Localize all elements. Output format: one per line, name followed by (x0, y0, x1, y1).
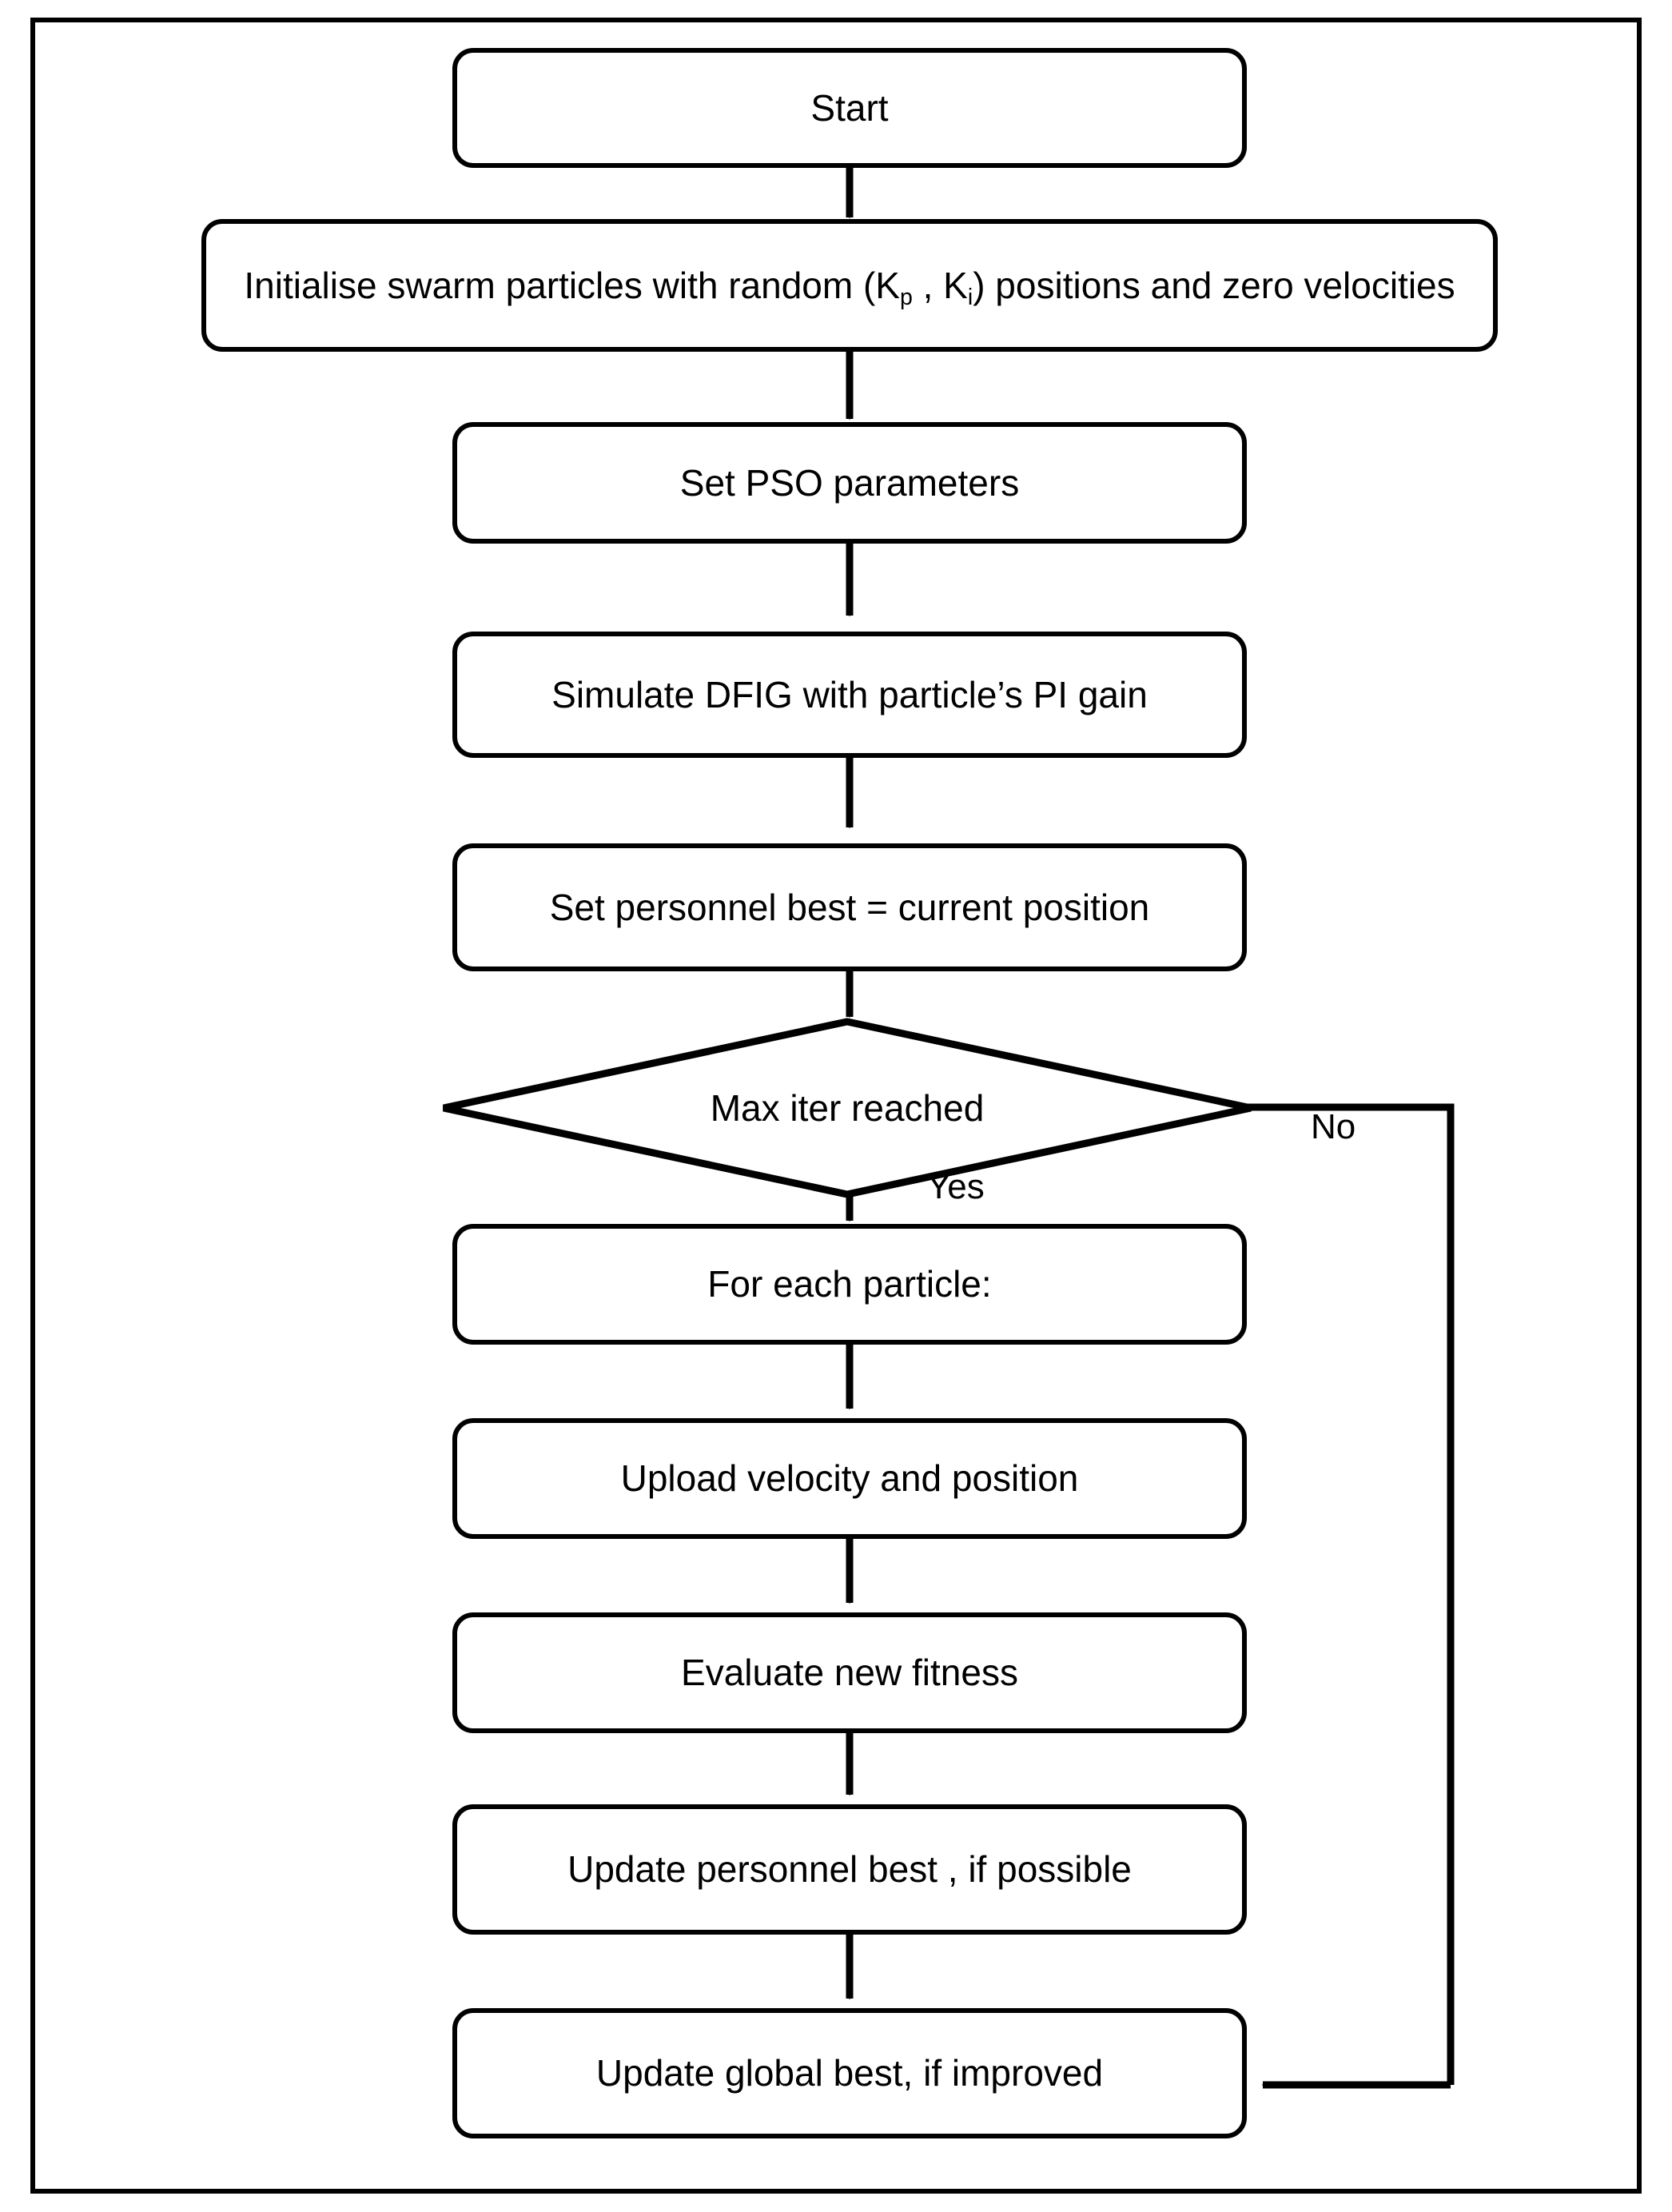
node-evaluate-new-fitness-label: Evaluate new fitness (681, 1652, 1018, 1694)
node-upload-velocity-position (452, 1418, 1247, 1539)
node-initialise-swarm (201, 219, 1498, 352)
node-upload-velocity-position-label: Upload velocity and position (620, 1457, 1079, 1500)
node-start (452, 48, 1247, 168)
node-max-iter-reached (439, 1017, 1256, 1199)
node-for-each-particle-label: For each particle: (707, 1263, 992, 1305)
node-evaluate-new-fitness (452, 1612, 1247, 1733)
node-update-global-best (452, 2008, 1247, 2138)
node-update-global-best-label: Update global best, if improved (595, 2052, 1104, 2094)
node-set-personnel-best (452, 843, 1247, 971)
node-simulate-dfig (452, 632, 1247, 758)
node-initialise-swarm-label: Initialise swarm particles with random ($K_p$ , $K_i$) positions and zero velocities (244, 264, 1455, 310)
node-set-pso-parameters (452, 422, 1247, 544)
node-for-each-particle (452, 1224, 1247, 1345)
edge-label-yes: Yes (927, 1167, 985, 1206)
node-set-pso-parameters-label: Set PSO parameters (679, 461, 1020, 504)
node-simulate-dfig-label: Simulate DFIG with particle’s PI gain (551, 673, 1148, 715)
node-set-personnel-best-label: Set personnel best = current position (549, 886, 1150, 928)
node-max-iter-reached-label: Max iter reached (710, 1086, 985, 1129)
node-update-personnel-best-label: Update personnel best , if possible (567, 1848, 1132, 1891)
node-update-personnel-best (452, 1804, 1247, 1935)
edge-label-no: No (1311, 1107, 1356, 1146)
node-start-label: Start (810, 86, 889, 129)
